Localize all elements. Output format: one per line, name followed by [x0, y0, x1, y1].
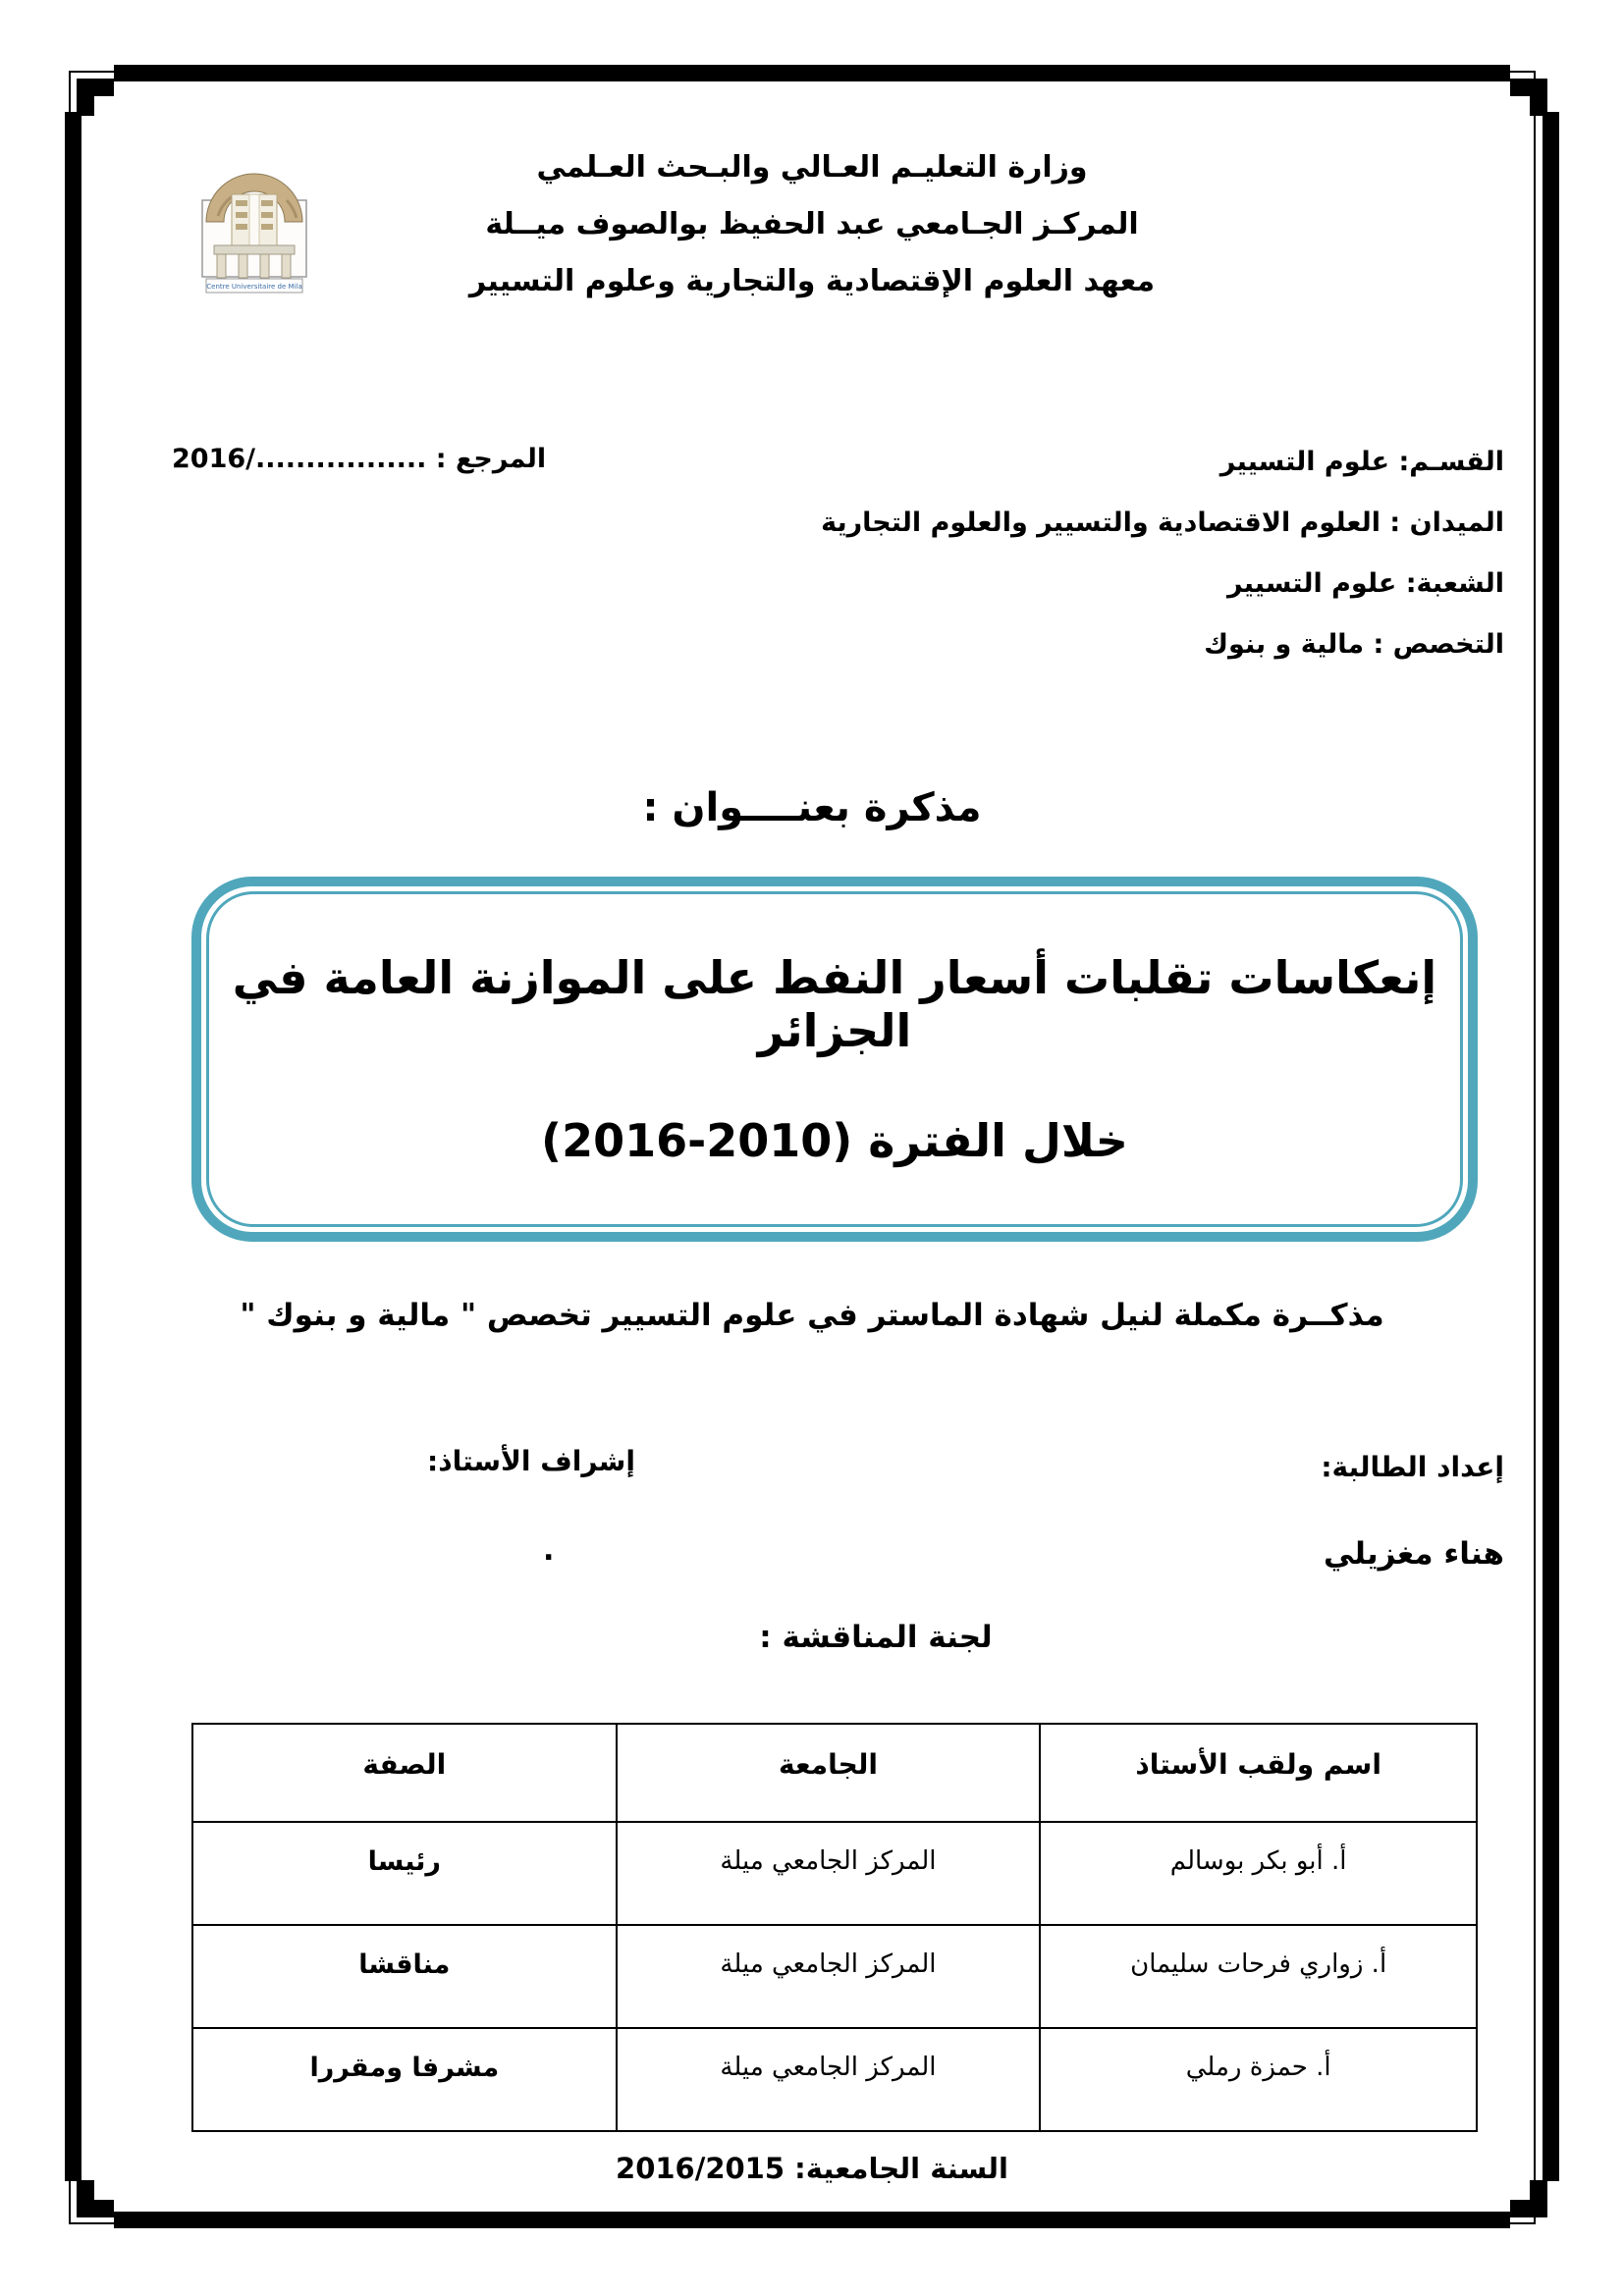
ministry-header [0, 139, 1624, 310]
reference-line: المرجع : ................./2016 [172, 444, 547, 474]
specialty-line: التخصص : مالية و بنوك [1204, 629, 1504, 660]
table-row [192, 2028, 1477, 2131]
memo-subtitle: مذكــرة مكملة لنيل شهادة الماستر في علوم التسيير تخصص " مالية و بنوك " [240, 1298, 1384, 1333]
university-cell: المركز الجامعي ميلة [617, 2028, 1041, 2131]
supervisor-label: إشراف الأستاذ: [427, 1445, 635, 1477]
department-line: القسـم: علوم التسيير [1219, 447, 1504, 477]
memo-heading: مذكرة بعنــــوان : [642, 785, 982, 830]
thesis-title-box [191, 877, 1478, 1242]
column-header-role: الصفة [192, 1724, 617, 1822]
academic-year: السنة الجامعية: 2016/2015 [616, 2152, 1008, 2185]
professor-name-cell: أ. أبو بكر بوسالم [1040, 1822, 1477, 1925]
ministry-line3: معهد العلوم الإقتصادية والتجارية وعلوم التسيير [468, 264, 1156, 298]
table-row [192, 1822, 1477, 1925]
program-info [821, 432, 1504, 675]
role-cell: مشرفا ومقررا [192, 2028, 617, 2131]
table-row [192, 1925, 1477, 2028]
committee-table [191, 1723, 1478, 2132]
university-cell: المركز الجامعي ميلة [617, 1925, 1041, 2028]
frame-corner-bl [77, 2180, 94, 2217]
committee-header-row [192, 1724, 1477, 1822]
university-cell: المركز الجامعي ميلة [617, 1822, 1041, 1925]
role-cell: رئيسا [192, 1822, 617, 1925]
role-cell: مناقشا [192, 1925, 617, 2028]
student-label: إعداد الطالبة: [1321, 1451, 1504, 1483]
ministry-line2: المركـز الجـامعي عبد الحفيظ بوالصوف ميــلة [485, 207, 1139, 241]
frame-corner-tl [77, 79, 94, 116]
page-border-top [114, 65, 1510, 81]
column-header-university: الجامعة [617, 1724, 1041, 1822]
supervisor-name: . [543, 1533, 555, 1568]
ministry-line1: وزارة التعليـم العـالي والبـحث العـلمي [536, 150, 1088, 185]
logo-caption-text: Centre Universitaire de Mila [206, 283, 302, 291]
committee-heading: لجنة المناقشة : [759, 1620, 993, 1655]
field-line: الميدان : العلوم الاقتصادية والتسيير والعلوم التجارية [821, 507, 1504, 538]
professor-name-cell: أ. زواري فرحات سليمان [1040, 1925, 1477, 2028]
frame-corner-br [1530, 2180, 1547, 2217]
page-border-bottom [114, 2212, 1510, 2228]
page-border-left [65, 112, 81, 2181]
frame-corner-tr [1530, 79, 1547, 116]
professor-name-cell: أ. حمزة رملي [1040, 2028, 1477, 2131]
branch-line: الشعبة: علوم التسيير [1226, 568, 1504, 599]
page-border-right [1543, 112, 1559, 2181]
student-name: هناء مغزيلي [1323, 1536, 1504, 1572]
thesis-title-line1: إنعكاسات تقلبات أسعار النفط على الموازنة العامة في الجزائر [232, 951, 1437, 1057]
column-header-professor-name: اسم ولقب الأستاذ [1040, 1724, 1477, 1822]
thesis-title-line2: خلال الفترة (2010‏-‏2016) [541, 1114, 1128, 1167]
